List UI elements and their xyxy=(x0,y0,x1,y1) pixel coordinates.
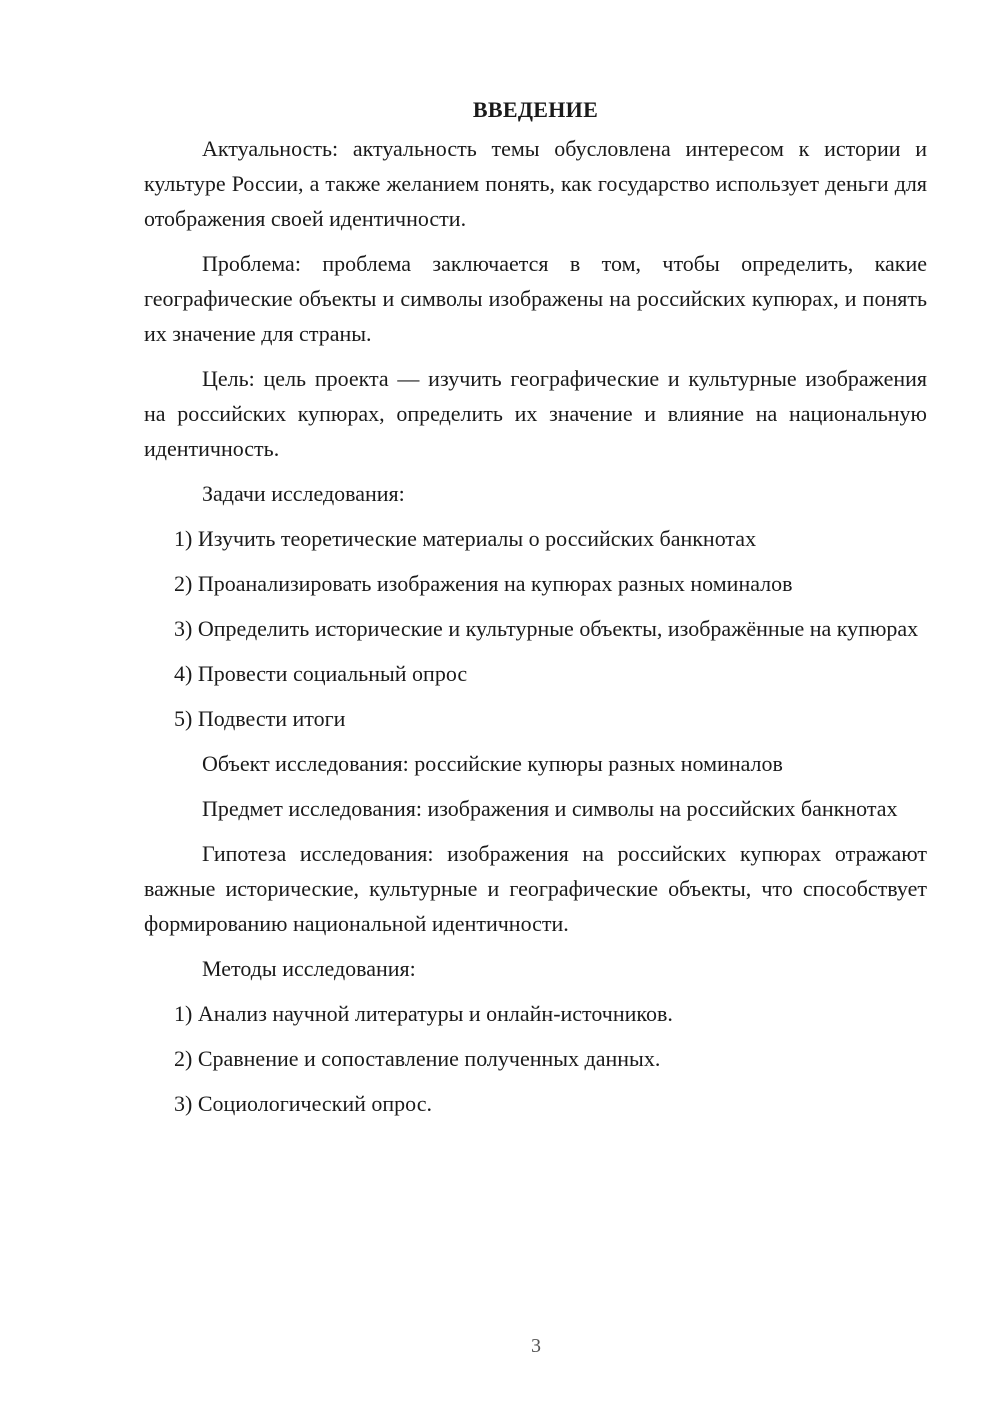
subject-paragraph: Предмет исследования: изображения и символы на российских банкнотах xyxy=(202,796,898,821)
task-item: 1) Изучить теоретические материалы о российских банкнотах xyxy=(174,526,757,551)
relevance-paragraph: Актуальность: актуальность темы обусловлена интересом к истории и культуре России, а также желанием понять, как государство использует деньги для отображения своей идентичности. xyxy=(144,136,927,231)
task-item: 2) Проанализировать изображения на купюрах разных номиналов xyxy=(174,571,793,596)
object-paragraph: Объект исследования: российские купюры разных номиналов xyxy=(202,751,783,776)
document-page xyxy=(144,92,927,1131)
methods-heading: Методы исследования: xyxy=(202,956,416,981)
task-item: 3) Определить исторические и культурные объекты, изображённые на купюрах xyxy=(174,616,919,641)
method-item: 1) Анализ научной литературы и онлайн-источников. xyxy=(174,1001,673,1026)
goal-paragraph: Цель: цель проекта — изучить географические и культурные изображения на российских купюрах, определить их значение и влияние на национальную идентичность. xyxy=(144,366,927,461)
method-item: 3) Социологический опрос. xyxy=(174,1091,432,1116)
page-number: 3 xyxy=(531,1335,541,1357)
page-title: ВВЕДЕНИЕ xyxy=(472,97,599,122)
method-item: 2) Сравнение и сопоставление полученных данных. xyxy=(174,1046,661,1071)
tasks-heading: Задачи исследования: xyxy=(202,481,405,506)
hypothesis-paragraph: Гипотеза исследования: изображения на российских купюрах отражают важные исторические, культурные и географические объекты, что способствует формированию национальной идентичности. xyxy=(144,841,927,936)
task-item: 5) Подвести итоги xyxy=(174,706,346,731)
task-item: 4) Провести социальный опрос xyxy=(174,661,468,686)
problem-paragraph: Проблема: проблема заключается в том, чтобы определить, какие географические объекты и символы изображены на российских купюрах, и понять их значение для страны. xyxy=(144,251,927,346)
